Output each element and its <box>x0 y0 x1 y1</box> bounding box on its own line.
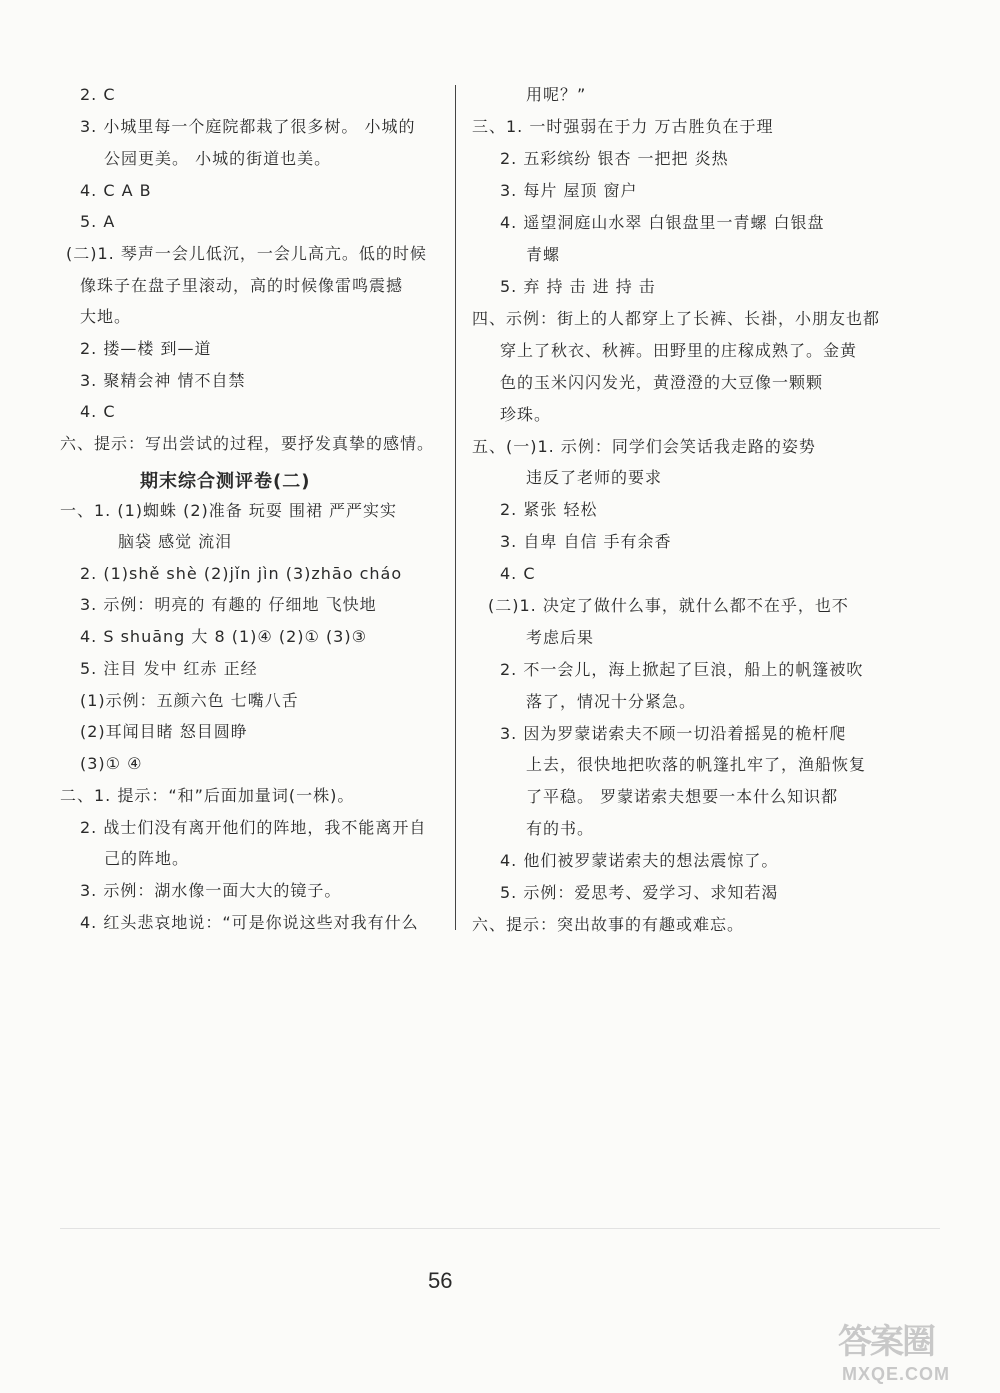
answer-line: 珍珠。 <box>500 405 552 424</box>
column-divider <box>455 85 456 930</box>
answer-line: (1)示例：五颜六色 七嘴八舌 <box>80 691 299 710</box>
answer-line: 脑袋 感觉 流泪 <box>118 532 233 551</box>
answer-line: 五、(一)1. 示例：同学们会笑话我走路的姿势 <box>472 437 816 456</box>
answer-line: 2. 战士们没有离开他们的阵地，我不能离开自 <box>80 818 427 837</box>
answer-line: 4. 他们被罗蒙诺索夫的想法震惊了。 <box>500 851 779 870</box>
answer-line: 六、提示：写出尝试的过程，要抒发真挚的感情。 <box>60 434 435 453</box>
answer-line: 大地。 <box>80 307 132 326</box>
answer-line: 一、1. (1)蜘蛛 (2)准备 玩耍 围裙 严严实实 <box>60 501 398 520</box>
answer-line: 5. 注目 发中 红赤 正经 <box>80 659 258 678</box>
answer-line: 5. 示例：爱思考、爱学习、求知若渴 <box>500 883 779 902</box>
answer-line: 2. 搂—楼 到—道 <box>80 339 212 358</box>
answer-line: 己的阵地。 <box>104 849 190 868</box>
answer-line: 有的书。 <box>526 819 595 838</box>
answer-line: 5. 弃 持 击 进 持 击 <box>500 277 656 296</box>
watermark-url: MXQE.COM <box>842 1364 951 1384</box>
answer-line: 六、提示：突出故事的有趣或难忘。 <box>472 915 745 934</box>
watermark <box>838 1320 988 1388</box>
answer-line: 3. 聚精会神 情不自禁 <box>80 371 246 390</box>
answer-line: 违反了老师的要求 <box>526 468 663 487</box>
answer-line: 2. 五彩缤纷 银杏 一把把 炎热 <box>500 149 729 168</box>
answer-line: 用呢？” <box>526 85 587 104</box>
answer-line: 了平稳。 罗蒙诺索夫想要一本什么知识都 <box>526 787 839 806</box>
answer-line: 4. C A B <box>80 181 152 200</box>
answer-line: (二)1. 决定了做什么事，就什么都不在乎，也不 <box>488 596 849 615</box>
answer-line: 2. 不一会儿，海上掀起了巨浪，船上的帆篷被吹 <box>500 660 864 679</box>
answer-line: 四、示例：街上的人都穿上了长裤、长褂，小朋友也都 <box>472 309 881 328</box>
answer-line: 二、1. 提示：“和”后面加量词(一株)。 <box>60 786 355 805</box>
answer-line: 上去，很快地把吹落的帆篷扎牢了，渔船恢复 <box>526 755 867 774</box>
answer-line: 穿上了秋衣、秋裤。田野里的庄稼成熟了。金黄 <box>500 341 858 360</box>
answer-line: 2. C <box>80 85 116 104</box>
page-number: 56 <box>428 1268 453 1293</box>
answer-line: (3)① ④ <box>80 754 143 773</box>
answer-line: 4. C <box>500 564 536 583</box>
footer-rule <box>60 1228 940 1229</box>
answer-line: 落了，情况十分紧急。 <box>526 692 697 711</box>
answer-line: 4. 红头悲哀地说：“可是你说这些对我有什么 <box>80 913 419 932</box>
answer-line: 4. 遥望洞庭山水翠 白银盘里一青螺 白银盘 <box>500 213 825 232</box>
answer-line: 3. 示例：明亮的 有趣的 仔细地 飞快地 <box>80 595 377 614</box>
answer-line: 三、1. 一时强弱在于力 万古胜负在于理 <box>472 117 774 136</box>
answer-line: 4. C <box>80 402 116 421</box>
answer-line: 3. 因为罗蒙诺索夫不顾一切沿着摇晃的桅杆爬 <box>500 724 847 743</box>
answer-line: 3. 每片 屋顶 窗户 <box>500 181 638 200</box>
answer-line: 像珠子在盘子里滚动，高的时候像雷鸣震撼 <box>80 276 404 295</box>
answer-line: (2)耳闻目睹 怒目圆睁 <box>80 722 248 741</box>
answer-line: 公园更美。 小城的街道也美。 <box>104 149 332 168</box>
answer-line: 5. A <box>80 212 116 231</box>
answer-line: 4. S shuāng 大 8 (1)④ (2)① (3)③ <box>80 627 367 646</box>
answer-line: 3. 小城里每一个庭院都栽了很多树。 小城的 <box>80 117 416 136</box>
section-title: 期末综合测评卷(二) <box>140 471 311 492</box>
answer-line: 3. 自卑 自信 手有余香 <box>500 532 672 551</box>
answer-line: (二)1. 琴声一会儿低沉，一会儿高亢。低的时候 <box>66 244 427 263</box>
watermark-logo: 答案圈 <box>838 1322 934 1362</box>
answer-line: 青螺 <box>526 245 561 264</box>
answer-line: 考虑后果 <box>526 628 595 647</box>
answer-line: 2. 紧张 轻松 <box>500 500 598 519</box>
answer-line: 2. (1)shě shè (2)jǐn jìn (3)zhāo cháo <box>80 564 403 583</box>
answer-line: 色的玉米闪闪发光，黄澄澄的大豆像一颗颗 <box>500 373 824 392</box>
answer-line: 3. 示例：湖水像一面大大的镜子。 <box>80 881 342 900</box>
